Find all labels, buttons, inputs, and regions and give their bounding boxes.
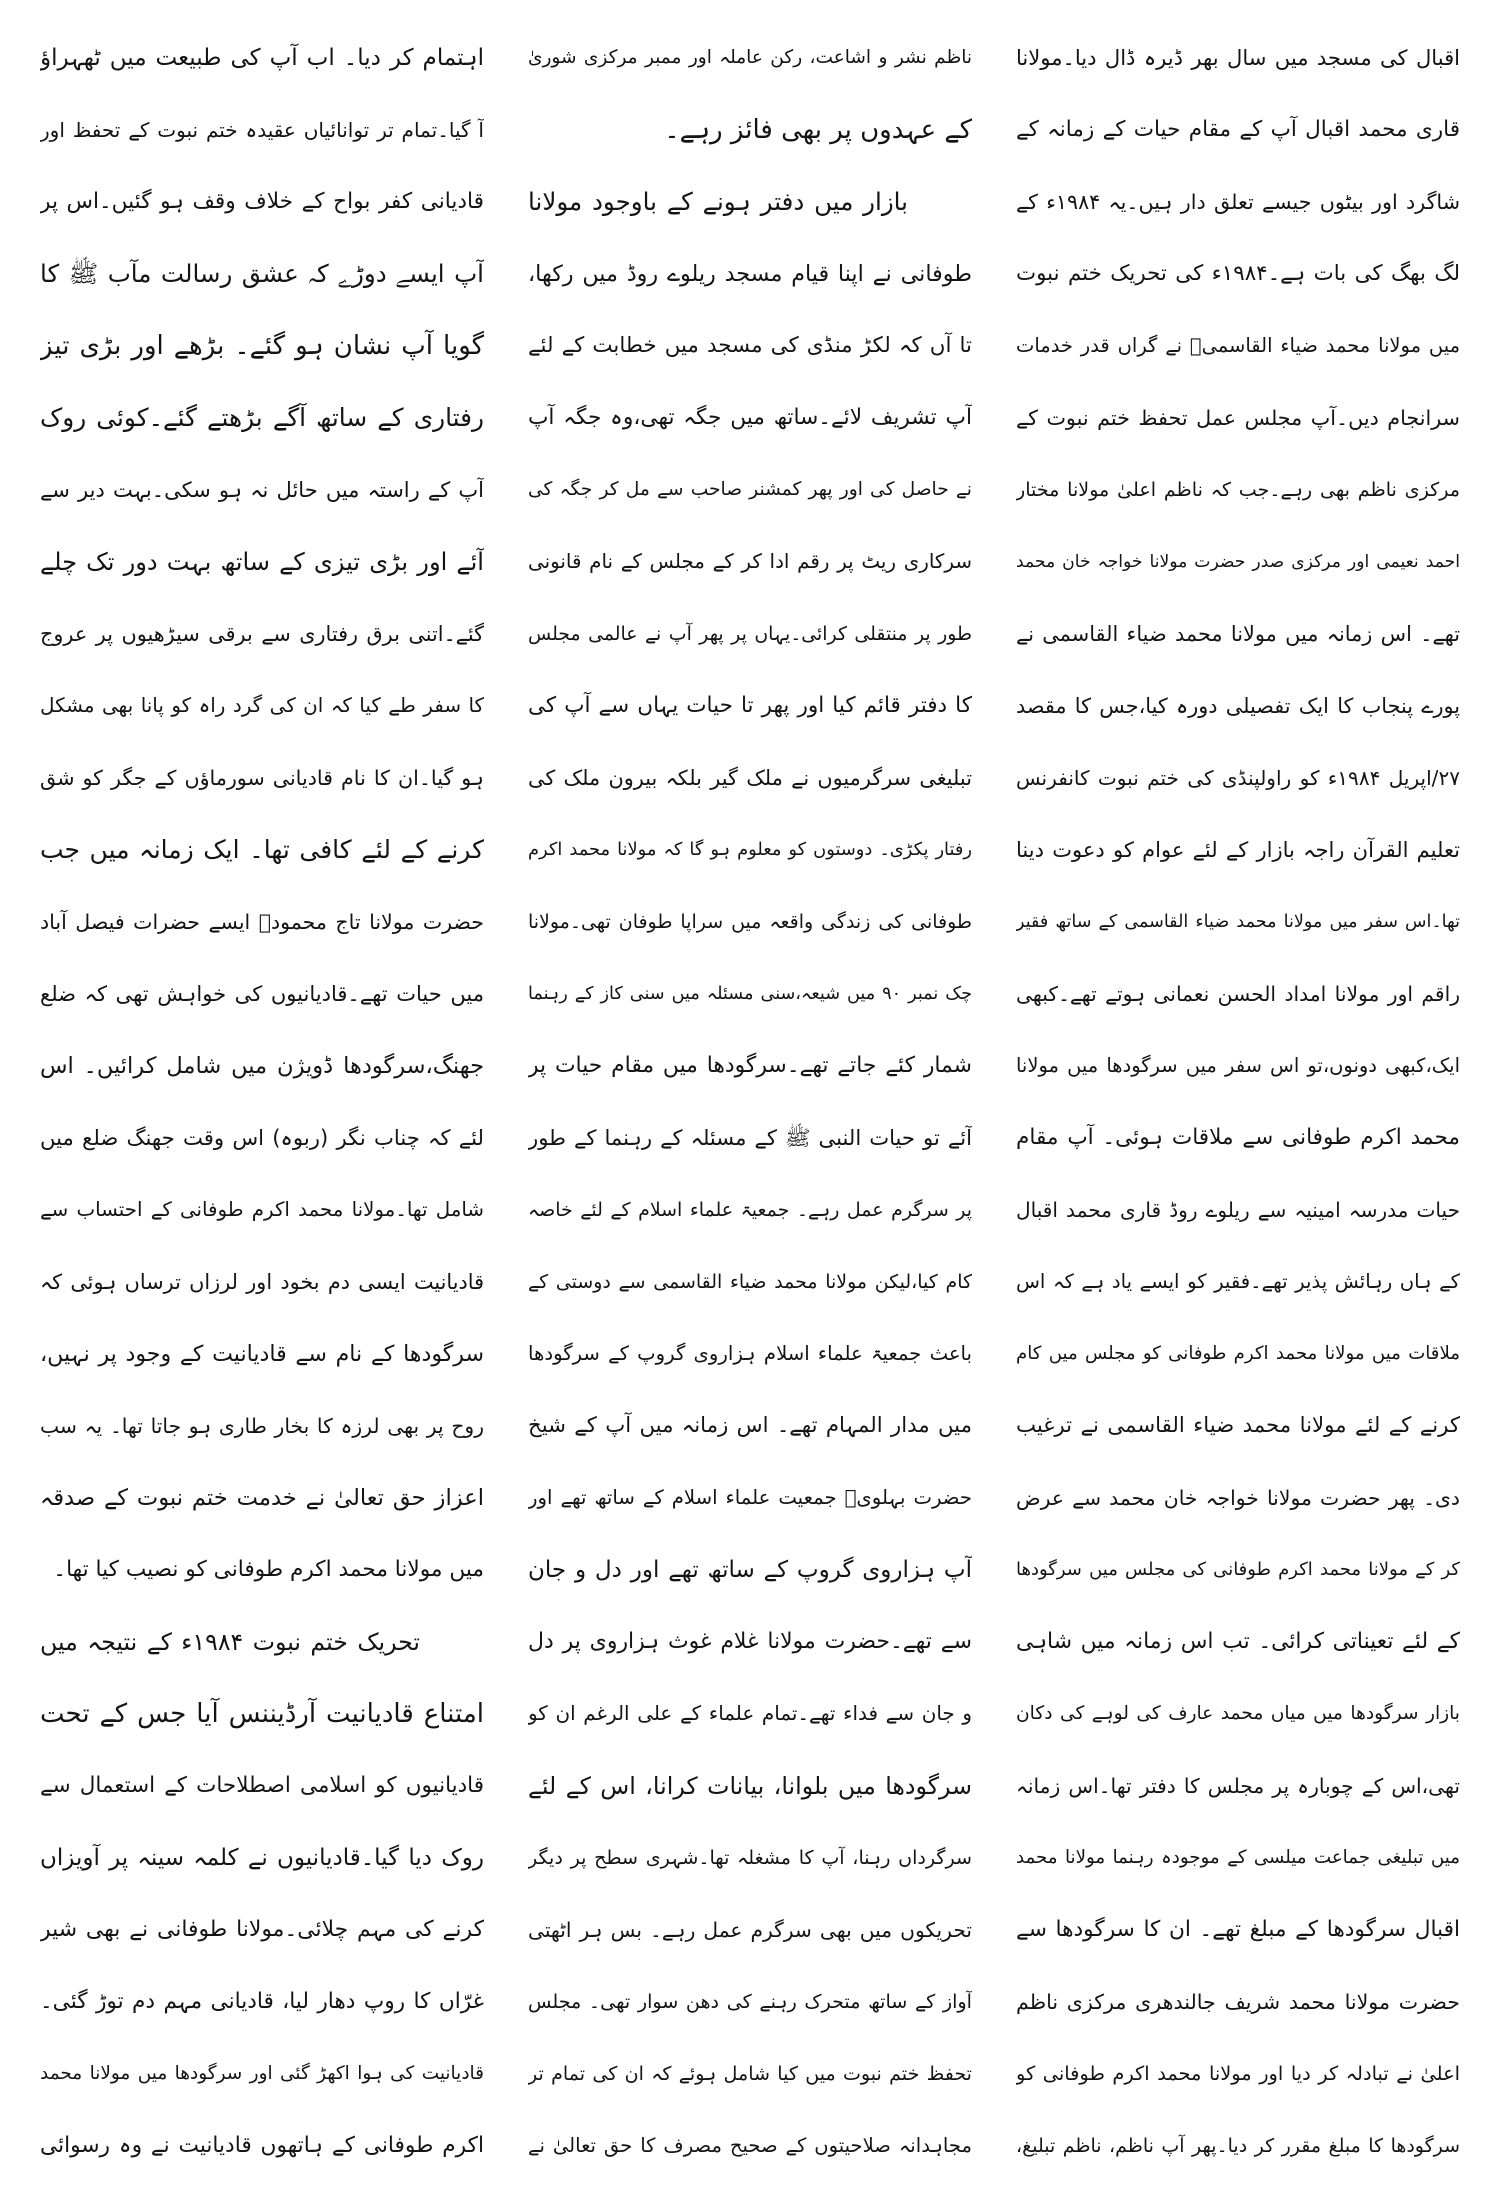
text-line: آپ کے راستہ میں حائل نہ ہو سکی۔بہت دیر سے xyxy=(40,478,484,502)
text-line: میں تبلیغی جماعت میلسی کے موجودہ رہنما مولانا محمد xyxy=(1016,1847,1460,1868)
text-line: آپ تشریف لائے۔ساتھ میں جگہ تھی،وہ جگہ آپ xyxy=(528,405,972,430)
text-line: روک دیا گیا۔قادیانیوں نے کلمہ سینہ پر آویزاں xyxy=(40,1845,484,1871)
text-column-middle xyxy=(528,22,972,2200)
text-line: سرگرداں رہنا، آپ کا مشغلہ تھا۔شہری سطح پر دیگر xyxy=(528,1847,972,1869)
text-line: راقم اور مولانا امداد الحسن نعمانی ہوتے تھے۔کبھی xyxy=(1016,982,1460,1006)
text-line: پورے پنجاب کا ایک تفصیلی دورہ کیا،جس کا مقصد xyxy=(1016,694,1460,718)
text-line: شمار کئے جاتے تھے۔سرگودھا میں مقام حیات پر xyxy=(528,1053,972,1078)
text-line: تعلیم القرآن راجہ بازار کے لئے عوام کو دعوت دینا xyxy=(1016,837,1460,862)
text-line: طوفانی کی زندگی واقعہ میں سراپا طوفان تھی۔مولانا xyxy=(528,911,972,933)
text-line: کے ہاں رہائش پذیر تھے۔فقیر کو ایسے یاد ہے کہ اس xyxy=(1016,1270,1460,1293)
text-line: تھا۔اس سفر میں مولانا محمد ضیاء القاسمی کے ساتھ فقیر xyxy=(1016,912,1460,932)
text-line: رفتار پکڑی۔ دوستوں کو معلوم ہو گا کہ مولانا محمد اکرم xyxy=(528,839,972,860)
text-line: سرگودھا کا مبلغ مقرر کر دیا۔پھر آپ ناظم، ناظم تبلیغ، xyxy=(1016,2135,1460,2157)
text-line: ایک،کبھی دونوں،تو اس سفر میں سرگودھا میں مولانا xyxy=(1016,1054,1460,1077)
text-line: کرنے کے لئے کافی تھا۔ ایک زمانہ میں جب xyxy=(40,835,484,864)
text-line: کام کیا،لیکن مولانا محمد ضیاء القاسمی سے دوستی کے xyxy=(528,1271,972,1293)
text-line: میں مدار المہام تھے۔ اس زمانہ میں آپ کے شیخ xyxy=(528,1413,972,1438)
text-line: احمد نعیمی اور مرکزی صدر حضرت مولانا خواجہ خان محمد xyxy=(1016,552,1460,572)
text-column-right xyxy=(1016,22,1460,2200)
text-line: گویا آپ نشان ہو گئے۔ بڑھے اور بڑی تیز xyxy=(40,331,484,361)
text-line: محمد اکرم طوفانی سے ملاقات ہوئی۔ آپ مقام xyxy=(1016,1125,1460,1150)
text-line: اعلیٰ نے تبادلہ کر دیا اور مولانا محمد اکرم طوفانی کو xyxy=(1016,2062,1460,2085)
text-line: شامل تھا۔مولانا محمد اکرم طوفانی کے احتساب سے xyxy=(40,1198,484,1221)
text-line: تھی،اس کے چوبارہ پر مجلس کا دفتر تھا۔اس زمانہ xyxy=(1016,1774,1460,1798)
text-line: و جان سے فداء تھے۔تمام علماء کے علی الرغم ان کو xyxy=(528,1702,972,1725)
text-line: قادیانیت ایسی دم بخود اور لرزاں ترساں ہوئی کہ xyxy=(40,1270,484,1294)
text-line: حضرت مولانا محمد شریف جالندھری مرکزی ناظم xyxy=(1016,1990,1460,2014)
text-line: حیات مدرسہ امینیہ سے ریلوے روڈ قاری محمد اقبال xyxy=(1016,1198,1460,1222)
text-line: حضرت مولانا تاج محمودؒ ایسے حضرات فیصل آباد xyxy=(40,910,484,934)
text-line: سے تھے۔حضرت مولانا غلام غوث ہزاروی پر دل xyxy=(528,1629,972,1654)
text-line: کے عہدوں پر بھی فائز رہے۔ xyxy=(664,115,972,145)
text-line: حضرت بہلویؒ جمعیت علماء اسلام کے ساتھ تھے اور xyxy=(528,1486,972,1509)
text-line: کے لئے تعیناتی کرائی۔ تب اس زمانہ میں شاہی xyxy=(1016,1629,1460,1654)
text-line: دی۔ پھر حضرت مولانا خواجہ خان محمد سے عرض xyxy=(1016,1486,1460,1510)
text-line: کر کے مولانا محمد اکرم طوفانی کی مجلس میں سرگودھا xyxy=(1016,1559,1460,1580)
text-line: قاری محمد اقبال آپ کے مقام حیات کے زمانہ کے xyxy=(1016,117,1460,142)
text-line: لگ بھگ کی بات ہے۔۱۹۸۴ء کی تحریک ختم نبوت xyxy=(1016,261,1460,286)
text-line: غرّاں کا روپ دھار لیا، قادیانی مہم دم توڑ گئی۔ xyxy=(40,1989,484,2014)
text-line: گئے۔اتنی برق رفتاری سے برقی سیڑھیوں پر عروج xyxy=(40,622,484,646)
text-line: طوفانی نے اپنا قیام مسجد ریلوے روڈ میں رکھا، xyxy=(528,261,972,287)
text-line: کرنے کے لئے مولانا محمد ضیاء القاسمی نے ترغیب xyxy=(1016,1413,1460,1438)
text-line: قادیانی کفر بواح کے خلاف وقف ہو گئیں۔اس پر xyxy=(40,189,484,214)
text-line: باعث جمعیۃ علماء اسلام ہزاروی گروپ کے سرگودھا xyxy=(528,1342,972,1365)
text-line: اقبال کی مسجد میں سال بھر ڈیرہ ڈال دیا۔مولانا xyxy=(1016,45,1460,70)
text-line: کرنے کی مہم چلائی۔مولانا طوفانی نے بھی شیر xyxy=(40,1917,484,1942)
text-line: اکرم طوفانی کے ہاتھوں قادیانیت نے وہ رسوائی xyxy=(40,2133,484,2158)
text-line: میں مولانا محمد ضیاء القاسمیؒ نے گراں قدر خدمات xyxy=(1016,334,1460,357)
text-line: آ گیا۔تمام تر توانائیاں عقیدہ ختم نبوت کے تحفظ اور xyxy=(40,118,484,142)
text-line: آپ ایسے دوڑے کہ عشق رسالت مآب ﷺ کا xyxy=(40,259,484,288)
text-line: ہو گیا۔ان کا نام قادیانی سورماؤں کے جگر کو شق xyxy=(40,766,484,790)
text-line: نے حاصل کی اور پھر کمشنر صاحب سے مل کر جگہ کی xyxy=(528,479,972,500)
text-line: آئے اور بڑی تیزی کے ساتھ بہت دور تک چلے xyxy=(40,548,484,576)
text-line: تحفظ ختم نبوت میں کیا شامل ہوئے کہ ان کی تمام تر xyxy=(528,2063,972,2085)
text-line: طور پر منتقلی کرائی۔یہاں پر پھر آپ نے عالمی مجلس xyxy=(528,623,972,645)
text-line: کا سفر طے کیا کہ ان کی گرد راہ کو پانا بھی مشکل xyxy=(40,694,484,717)
text-line: اقبال سرگودھا کے مبلغ تھے۔ ان کا سرگودھا سے xyxy=(1016,1917,1460,1942)
text-line: تحریکوں میں بھی سرگرم عمل رہے۔ بس ہر اٹھتی xyxy=(528,1918,972,1942)
text-line: ناظم نشر و اشاعت، رکن عاملہ اور ممبر مرکزی شوریٰ xyxy=(528,47,972,68)
text-line: تا آں کہ لکڑ منڈی کی مسجد میں خطابت کے لئے xyxy=(528,333,972,358)
text-line: تھے۔ اس زمانہ میں مولانا محمد ضیاء القاسمی نے xyxy=(1016,622,1460,646)
text-line: قادیانیت کی ہوا اکھڑ گئی اور سرگودھا میں مولانا محمد xyxy=(40,2063,484,2084)
text-line: مجاہدانہ صلاحیتوں کے صحیح مصرف کا حق تعالیٰ نے xyxy=(528,2134,972,2157)
text-line: قادیانیوں کو اسلامی اصطلاحات کے استعمال سے xyxy=(40,1773,484,1798)
text-line: ملاقات میں مولانا محمد اکرم طوفانی کو مجلس میں کام xyxy=(1016,1343,1460,1364)
text-line: چک نمبر ۹۰ میں شیعہ،سنی مسئلہ میں سنی کاز کے رہنما xyxy=(528,984,972,1004)
text-line: امتناع قادیانیت آرڈیننس آیا جس کے تحت xyxy=(40,1699,484,1729)
text-line: ۲۷/اپریل ۱۹۸۴ء کو راولپنڈی کی ختم نبوت کانفرنس xyxy=(1016,766,1460,790)
text-line: کا دفتر قائم کیا اور پھر تا حیات یہاں سے آپ کی xyxy=(528,693,972,718)
text-line: مرکزی ناظم بھی رہے۔جب کہ ناظم اعلیٰ مولانا مختار xyxy=(1016,478,1460,501)
text-line: سرانجام دیں۔آپ مجلس عمل تحفظ ختم نبوت کے xyxy=(1016,406,1460,430)
text-line: روح پر بھی لرزہ کا بخار طاری ہو جاتا تھا۔ یہ سب xyxy=(40,1414,484,1438)
text-line: اعزاز حق تعالیٰ نے خدمت ختم نبوت کے صدقہ xyxy=(40,1485,484,1511)
text-line: سرکاری ریٹ پر رقم ادا کر کے مجلس کے نام قانونی xyxy=(528,550,972,573)
text-line: جھنگ،سرگودھا ڈویژن میں شامل کرائیں۔ اس xyxy=(40,1053,484,1079)
text-column-left xyxy=(40,22,484,2200)
text-line: آواز کے ساتھ متحرک رہنے کی دھن سوار تھی۔ مجلس xyxy=(528,1990,972,2013)
text-line: بازار میں دفتر ہونے کے باوجود مولانا xyxy=(528,187,908,216)
text-line: اہتمام کر دیا۔ اب آپ کی طبیعت میں ٹھہراؤ xyxy=(40,45,484,71)
text-line: آپ ہزاروی گروپ کے ساتھ تھے اور دل و جان xyxy=(528,1557,972,1583)
text-line: لئے کہ چناب نگر (ربوہ) اس وقت جھنگ ضلع میں xyxy=(40,1125,484,1150)
text-line: پر سرگرم عمل رہے۔ جمعیۃ علماء اسلام کے لئے خاصہ xyxy=(528,1199,972,1221)
text-line: تحریک ختم نبوت ۱۹۸۴ء کے نتیجہ میں xyxy=(40,1628,420,1656)
text-line: آئے تو حیات النبی ﷺ کے مسئلہ کے رہنما کے طور xyxy=(528,1125,972,1150)
text-line: میں مولانا محمد اکرم طوفانی کو نصیب کیا تھا۔ xyxy=(53,1557,484,1582)
text-line: بازار سرگودھا میں میاں محمد عارف کی لوہے کی دکان xyxy=(1016,1703,1460,1724)
text-line: سرگودھا کے نام سے قادیانیت کے وجود پر نہیں، xyxy=(40,1341,484,1367)
text-line: سرگودھا میں بلوانا، بیانات کرانا، اس کے لئے xyxy=(528,1772,972,1800)
text-line: رفتاری کے ساتھ آگے بڑھتے گئے۔کوئی روک xyxy=(40,403,484,432)
text-line: شاگرد اور بیٹوں جیسے تعلق دار ہیں۔یہ ۱۹۸۴ء کے xyxy=(1016,190,1460,214)
text-line: میں حیات تھے۔قادیانیوں کی خواہش تھی کہ ضلع xyxy=(40,981,484,1006)
text-line: تبلیغی سرگرمیوں نے ملک گیر بلکہ بیرون ملک کی xyxy=(528,766,972,790)
